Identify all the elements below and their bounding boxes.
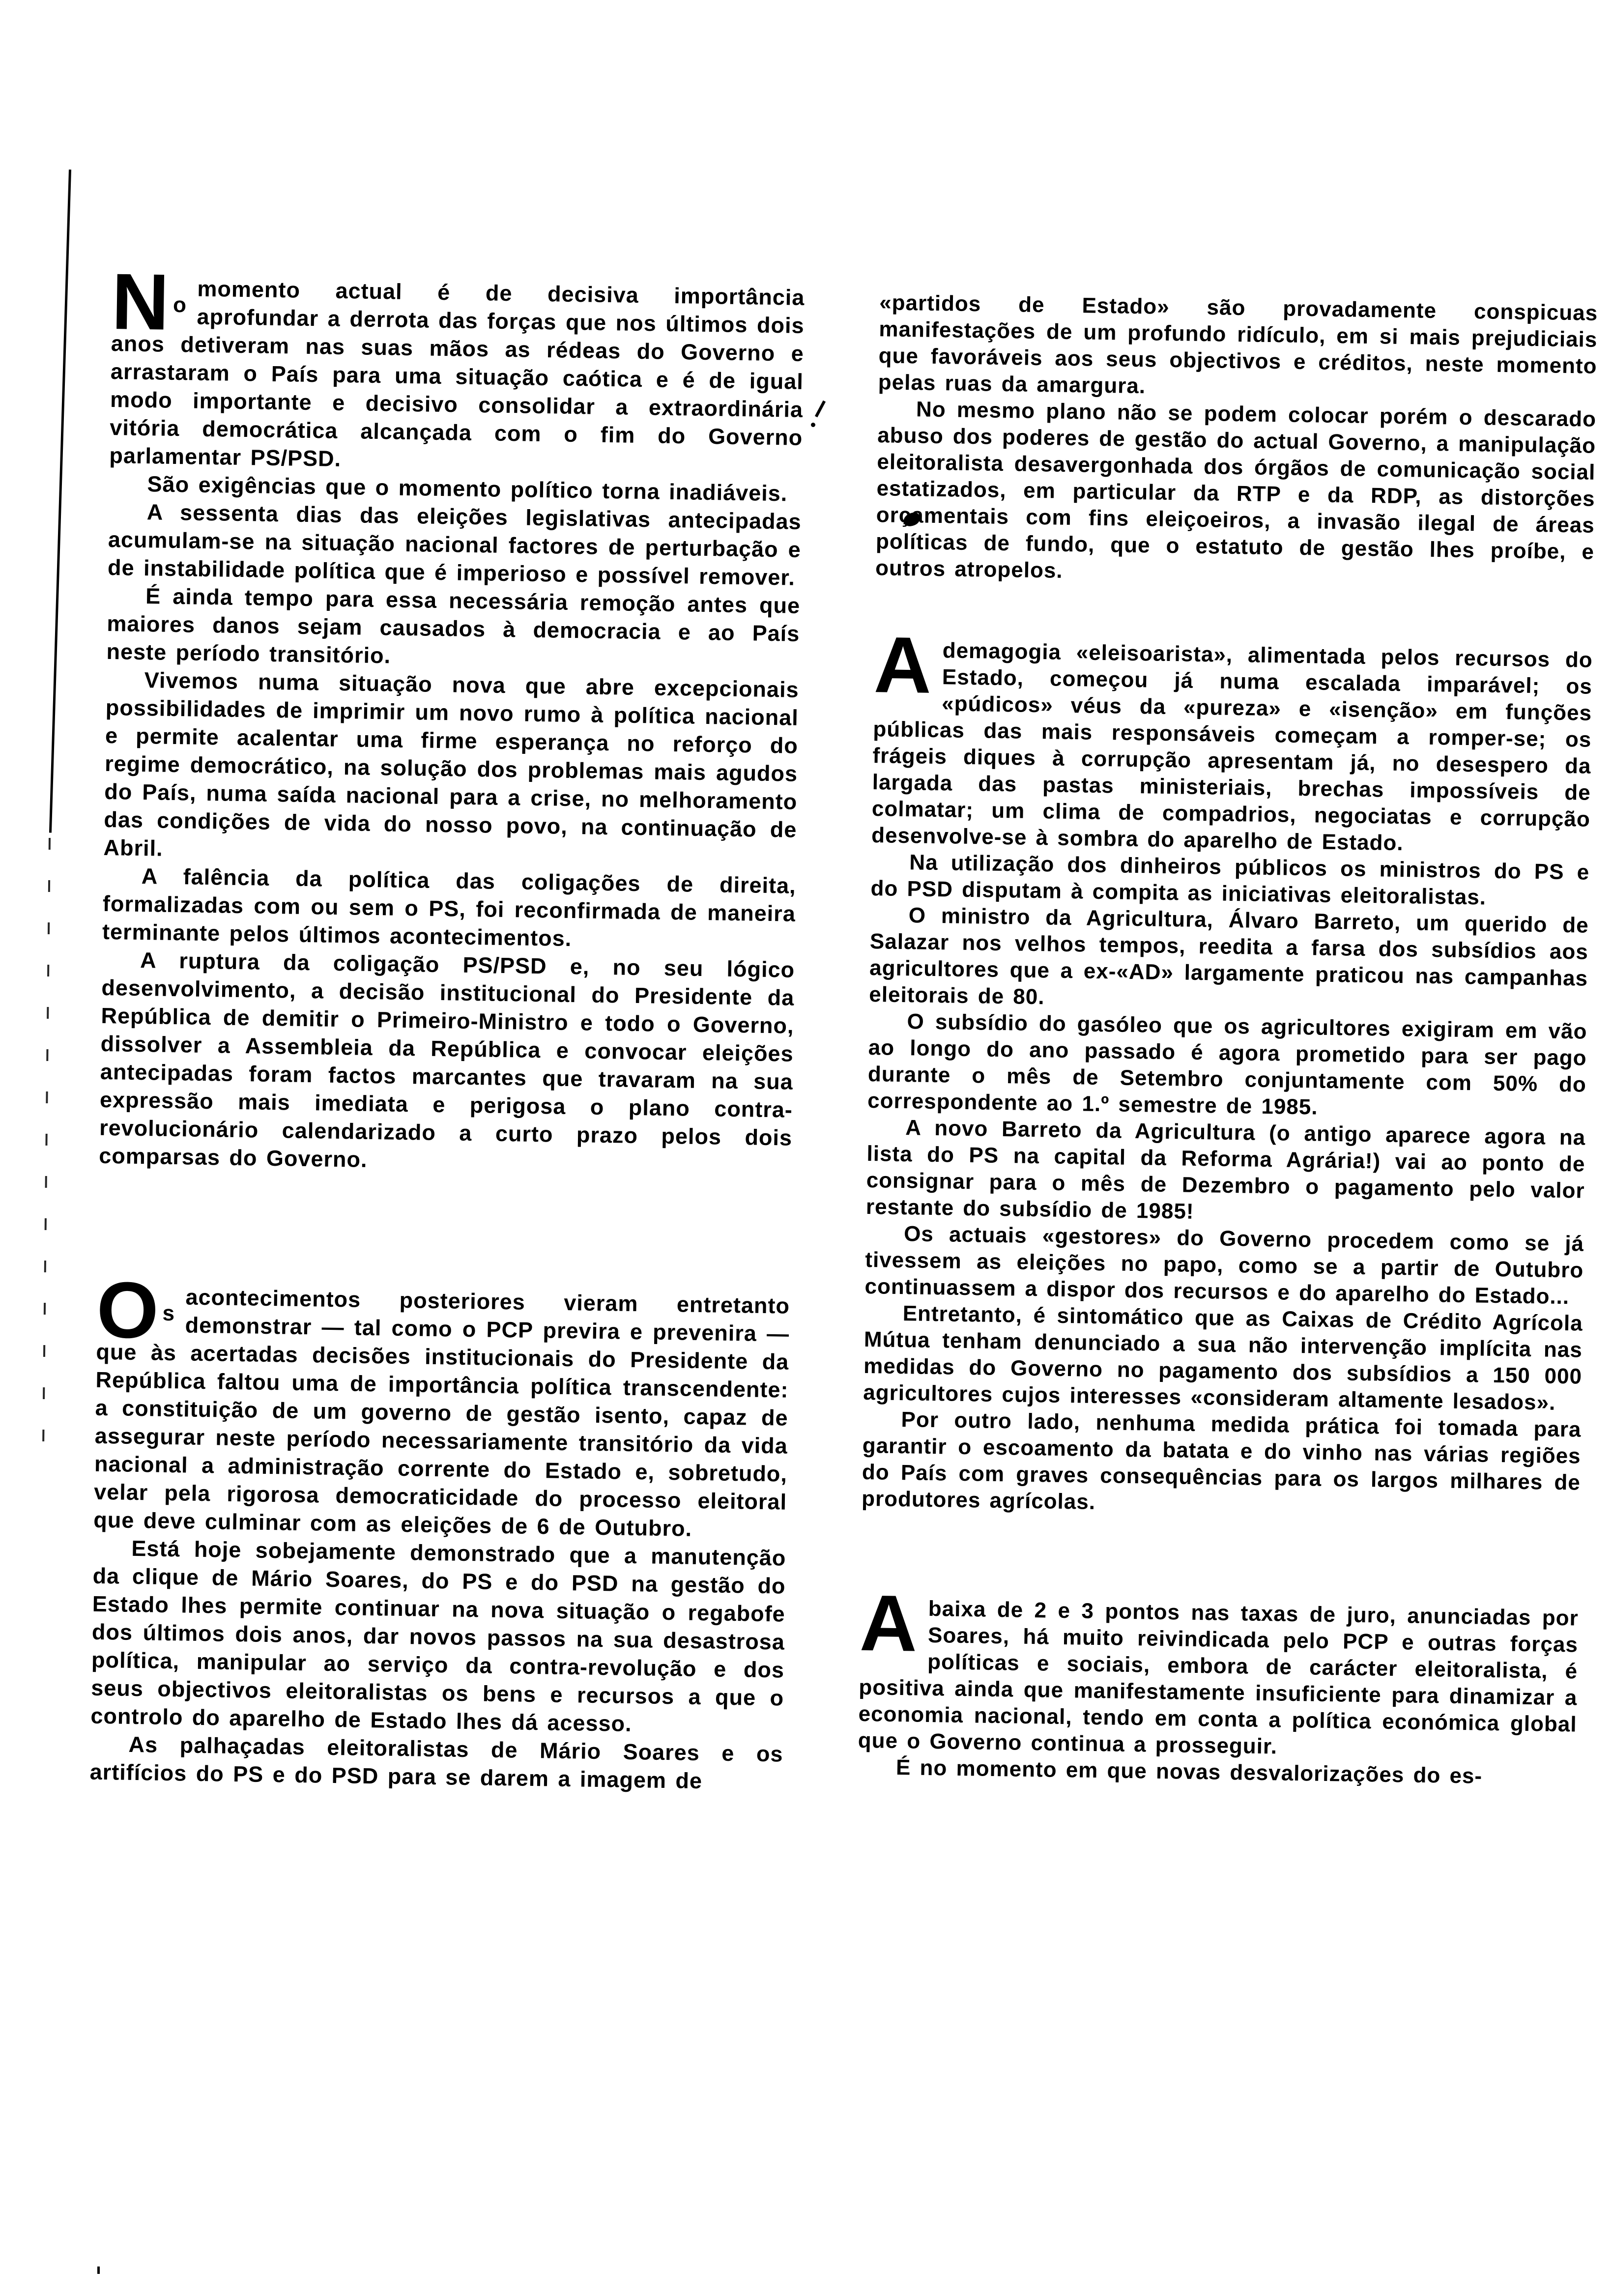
paragraph: É ainda tempo para essa necessária remoção antes que maiores danos sejam causados à democracia e ao País neste período transitório. xyxy=(106,583,801,668)
drop-cap xyxy=(873,620,932,710)
fold-line-dashed xyxy=(42,838,51,1447)
paragraph: São exigências que o momento político torna inadiáveis. xyxy=(147,471,788,506)
paragraph-text: demagogia «eleisoarista», alimentada pelos recursos do Estado, começou já numa escalada imparável; os «púdicos» véus da «pureza» e «isenção» em funções públicas das mais responsáveis começam a romper-se; os frágeis diques à corrupção apresentam já, no desespero da largada das pastas ministeriais, brechas impossíveis de colmatar; um clima de compadrios, negociatas e corrupção desenvolve-se à sombra do aparelho de Estado. xyxy=(871,638,1593,856)
paragraph-text: baixa de 2 e 3 pontos nas taxas de juro, anunciadas por Soares, há muito reivindicada pelo PCP e outras forças políticas e sociais, embora de carácter eleitoralista, é positiva ainda que manifestamente insuficiente para dinamizar a economia nacional, tendo em conta a política económica global que o Governo continua a prosseguir. xyxy=(858,1596,1579,1759)
paragraph: Por outro lado, nenhuma medida prática foi tomada para garantir o escoamento da batata e do vinho nas várias regiões do País com graves consequências para os largos milhares de produtores agrícolas. xyxy=(861,1407,1582,1514)
drop-cap xyxy=(111,257,187,347)
drop-cap xyxy=(859,1578,918,1668)
paragraph: Vivemos numa situação nova que abre excepcionais possibilidades de imprimir um novo rumo à política nacional e permite acalentar uma firme esperança no reforço do regime democrático, na solução dos problemas mais agudos do País, numa saída nacional para a crise, no melhoramento das condições de vida do nosso povo, na continuação de Abril. xyxy=(103,667,799,861)
paragraph xyxy=(858,1578,1579,1765)
drop-cap-letter: O xyxy=(96,1265,160,1355)
paragraph-text: acontecimentos posteriores vieram entretanto demonstrar — tal como o PCP previra e prevenira — que às acertadas decisões institucionais do Presidente da República faltou uma de importância política transcendente: a constituição de um governo de gestão isento, capaz de assegurar neste período necessariamente transitório da vida nacional a administração corrente do Estado e, sobretudo, velar pela rigorosa democraticidade do processo eleitoral que deve culminar com as eleições de 6 de Outubro. xyxy=(93,1284,790,1541)
text-section xyxy=(861,620,1593,1522)
paragraph: A sessenta dias das eleições legislativas antecipadas acumulam-se na situação nacional factores de perturbação e de instabilidade política que é imperioso e possível remover. xyxy=(107,499,802,590)
paragraph xyxy=(871,620,1593,860)
paragraph: No mesmo plano não se podem colocar porém o descarado abuso dos poderes de gestão do actual Governo, a manipulação eleitoralista desavergonhada dos órgãos de comunicação social estatizados, em particular da RTP e da RDP, as distorções orçamentais com fins eleiçoeiros, a invasão ilegal de áreas políticas de fundo, que o estatuto de gestão lhes proíbe, e outros atropelos. xyxy=(875,397,1597,583)
paragraph: As palhaçadas eleitoralistas de Mário Soares e os artifícios do PS e do PSD para se darem a imagem de xyxy=(89,1731,783,1794)
drop-cap-letter: N xyxy=(111,257,170,347)
paragraph xyxy=(93,1265,790,1544)
paragraph: Na utilização dos dinheiros públicos os ministros do PS e do PSD disputam à compita as iniciativas eleitoralistas. xyxy=(870,850,1590,910)
article-body xyxy=(89,257,1606,1808)
paragraph: A falência da política das coligações de direita, formalizadas com ou sem o PS, foi reconfirmada de maneira terminante pelos últimos acontecimentos. xyxy=(102,863,797,951)
paragraph: O subsídio do gasóleo que os agricultores exigiram em vão ao longo do ano passado é agora prometido para ser pago durante o mês de Setembro conjuntamente com 50% do correspondente ao 1.º semestre de 1985. xyxy=(867,1009,1587,1119)
paragraph xyxy=(109,257,805,480)
paragraph: O ministro da Agricultura, Álvaro Barreto, um querido de Salazar nos velhos tempos, reedita a farsa dos subsídios aos agricultores que a ex-«AD» largamente praticou nas campanhas eleitorais de 80. xyxy=(869,903,1589,1009)
drop-cap-letter: A xyxy=(873,620,932,710)
paragraph: É no momento em que novas desvalorizações do es- xyxy=(895,1755,1483,1788)
ink-speck xyxy=(97,2267,100,2274)
drop-cap-letter: A xyxy=(859,1578,918,1668)
text-section xyxy=(858,1578,1579,1791)
paragraph: A ruptura da coligação PS/PSD e, no seu lógico desenvolvimento, a decisão institucional do Presidente da República de demitir o Primeiro-Ministro e todo o Governo, dissolver a Assembleia da República e convocar eleições antecipadas foram factos marcantes que travaram na sua expressão mais imediata e perigosa o plano contra-revolucionário calendarizado a curto prazo pelos dois comparsas do Governo. xyxy=(98,947,795,1172)
text-section xyxy=(89,1265,790,1796)
paragraph: Os actuais «gestores» do Governo procedem como se já tivessem as eleições no papo, como se a partir de Outubro continuassem a dispor dos recursos e do aparelho do Estado... xyxy=(864,1222,1584,1309)
drop-cap xyxy=(96,1265,175,1355)
paragraph: Entretanto, é sintomático que as Caixas de Crédito Agrícola Mútua tenham denunciado a sua não intervenção implícita nas medidas do Governo no pagamento dos subsídios a 150 000 agricultores cujos interesses «consideram altamente lesados». xyxy=(863,1301,1583,1415)
text-section xyxy=(98,257,805,1180)
paragraph-text: «partidos de Estado» são provadamente conspicuas manifestações de um profundo ridículo, em si mais prejudiciais que favoráveis aos seus objectivos e créditos, neste momento pelas ruas da amargura. xyxy=(878,290,1598,399)
paragraph: A novo Barreto da Agricultura (o antigo aparece agora na lista do PS na capital da Reforma Agrária!) vai ao ponto de consignar para o mês de Dezembro o pagamento pelo valor restante do subsídio de 1985! xyxy=(865,1116,1586,1224)
paragraph: Está hoje sobejamente demonstrado que a manutenção da clique de Mário Soares, do PS e do PSD na gestão do Estado lhes permite continuar na nova situação o regabofe dos últimos dois anos, dar novos passos na sua desastrosa política, manipular ao serviço da contra-revolução e dos seus objectivos eleitoralistas os bens e recursos a que o controlo do aparelho de Estado lhes dá acesso. xyxy=(90,1535,786,1737)
text-column-right xyxy=(857,285,1598,1808)
paragraph-text: momento actual é de decisiva importância aprofundar a derrota das forças que nos últimos dois anos detiveram nas suas mãos as rédeas do Governo e arrastaram o País para uma situação caótica e é de igual modo importante e decisivo consolidar a extraordinária vitória democrática alcançada com o fim do Governo parlamentar PS/PSD. xyxy=(109,276,805,471)
text-section xyxy=(875,289,1598,592)
paragraph xyxy=(878,289,1598,406)
text-column-left xyxy=(89,257,805,1796)
fold-line-solid xyxy=(49,170,71,833)
